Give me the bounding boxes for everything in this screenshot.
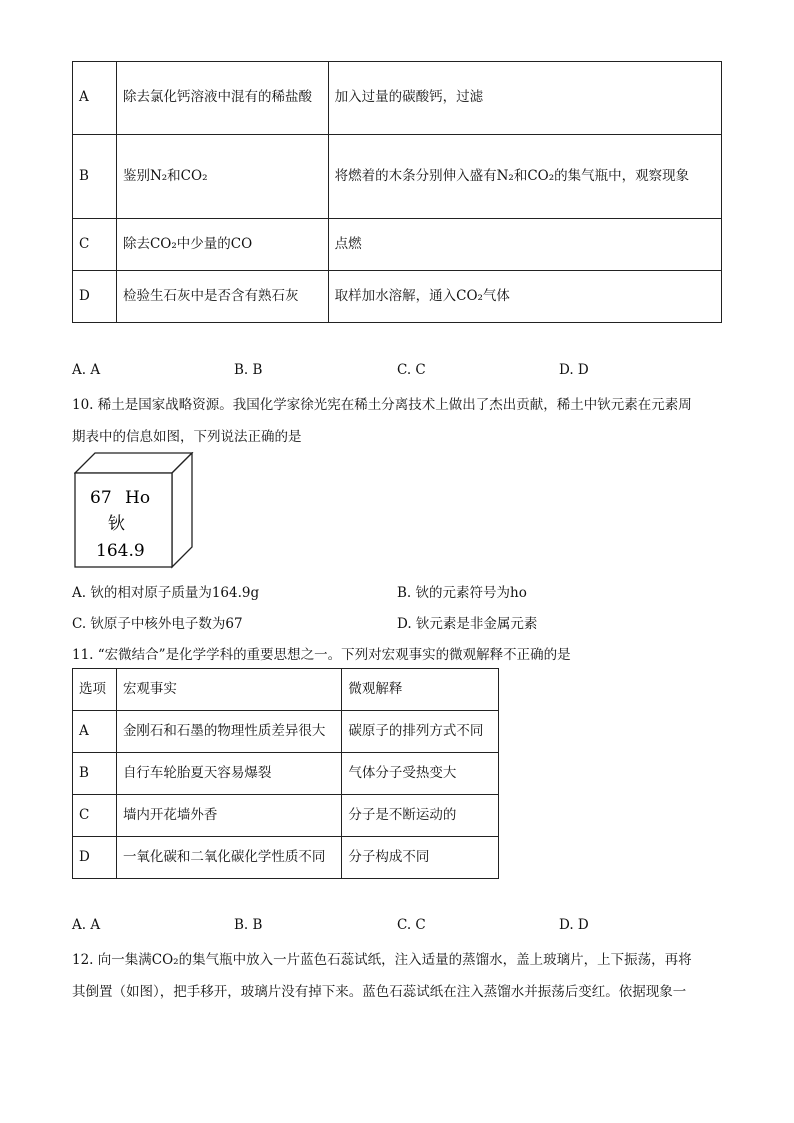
fact-cell: 自行车轮胎夏天容易爆裂: [116, 753, 341, 795]
method-cell: 点燃: [328, 219, 721, 271]
choice-d[interactable]: D. D: [559, 362, 589, 378]
table-row: [73, 271, 722, 323]
answer-choices: [72, 917, 722, 937]
method-cell: 加入过量的碳酸钙，过滤: [328, 62, 721, 135]
header-cell: 宏观事实: [116, 669, 341, 711]
table-row: [73, 219, 722, 271]
method-cell: 将燃着的木条分别伸入盛有N₂和CO₂的集气瓶中，观察现象: [328, 135, 721, 219]
header-cell: 选项: [73, 669, 117, 711]
question-12-stem: 12. 向一集满CO₂的集气瓶中放入一片蓝色石蕊试纸，注入适量的蒸馏水，盖上玻璃片，上下振荡，再将: [72, 952, 692, 968]
choice-d[interactable]: D. 钬元素是非金属元素: [397, 616, 538, 632]
purpose-cell: 除去CO₂中少量的CO: [116, 219, 328, 271]
table-row: [73, 135, 722, 219]
choice-c[interactable]: C. 钬原子中核外电子数为67: [72, 616, 243, 632]
choice-b[interactable]: B. B: [234, 362, 263, 378]
table-row: [73, 795, 499, 837]
choice-c[interactable]: C. C: [397, 362, 426, 378]
choice-a[interactable]: A. 钬的相对原子质量为164.9g: [72, 585, 260, 601]
question-10-stem: 10. 稀土是国家战略资源。我国化学家徐光宪在稀土分离技术上做出了杰出贡献，稀土中钬元素在元素周: [72, 397, 692, 413]
fact-cell: 一氧化碳和二氧化碳化学性质不同: [116, 837, 341, 879]
element-name: 钬: [108, 514, 125, 534]
option-cell: B: [73, 753, 117, 795]
element-symbol: Ho: [125, 488, 151, 508]
explain-cell: 分子是不断运动的: [342, 795, 499, 837]
experiment-table: [72, 61, 722, 323]
atomic-number: 67: [90, 488, 112, 508]
choice-a[interactable]: A. A: [72, 362, 101, 378]
answer-choices: [72, 362, 722, 382]
option-cell: D: [73, 837, 117, 879]
explain-cell: 碳原子的排列方式不同: [342, 711, 499, 753]
table-row: [73, 62, 722, 135]
question-12-stem-cont: 其倒置（如图），把手移开，玻璃片没有掉下来。蓝色石蕊试纸在注入蒸馏水并振荡后变红。依据现象一: [72, 984, 687, 1000]
option-cell: B: [73, 135, 117, 219]
choice-d[interactable]: D. D: [559, 917, 589, 933]
choice-b[interactable]: B. 钬的元素符号为ho: [397, 585, 527, 601]
option-cell: D: [73, 271, 117, 323]
table-row: [73, 711, 499, 753]
purpose-cell: 鉴别N₂和CO₂: [116, 135, 328, 219]
table-row: [73, 837, 499, 879]
option-cell: C: [73, 795, 117, 837]
header-cell: 微观解释: [342, 669, 499, 711]
option-cell: A: [73, 711, 117, 753]
choice-b[interactable]: B. B: [234, 917, 263, 933]
fact-cell: 金刚石和石墨的物理性质差异很大: [116, 711, 341, 753]
question-10-stem-cont: 期表中的信息如图，下列说法正确的是: [72, 429, 302, 445]
purpose-cell: 检验生石灰中是否含有熟石灰: [116, 271, 328, 323]
option-cell: C: [73, 219, 117, 271]
explain-cell: 分子构成不同: [342, 837, 499, 879]
question-11-stem: 11. “宏微结合”是化学学科的重要思想之一。下列对宏观事实的微观解释不正确的是: [72, 647, 571, 663]
table-row: [73, 753, 499, 795]
purpose-cell: 除去氯化钙溶液中混有的稀盐酸: [116, 62, 328, 135]
choice-c[interactable]: C. C: [397, 917, 426, 933]
table-header-row: [73, 669, 499, 711]
choice-a[interactable]: A. A: [72, 917, 101, 933]
atomic-mass: 164.9: [96, 541, 145, 561]
macro-micro-table: [72, 668, 499, 879]
element-card-figure: [74, 452, 196, 570]
option-cell: A: [73, 62, 117, 135]
method-cell: 取样加水溶解，通入CO₂气体: [328, 271, 721, 323]
fact-cell: 墙内开花墙外香: [116, 795, 341, 837]
explain-cell: 气体分子受热变大: [342, 753, 499, 795]
